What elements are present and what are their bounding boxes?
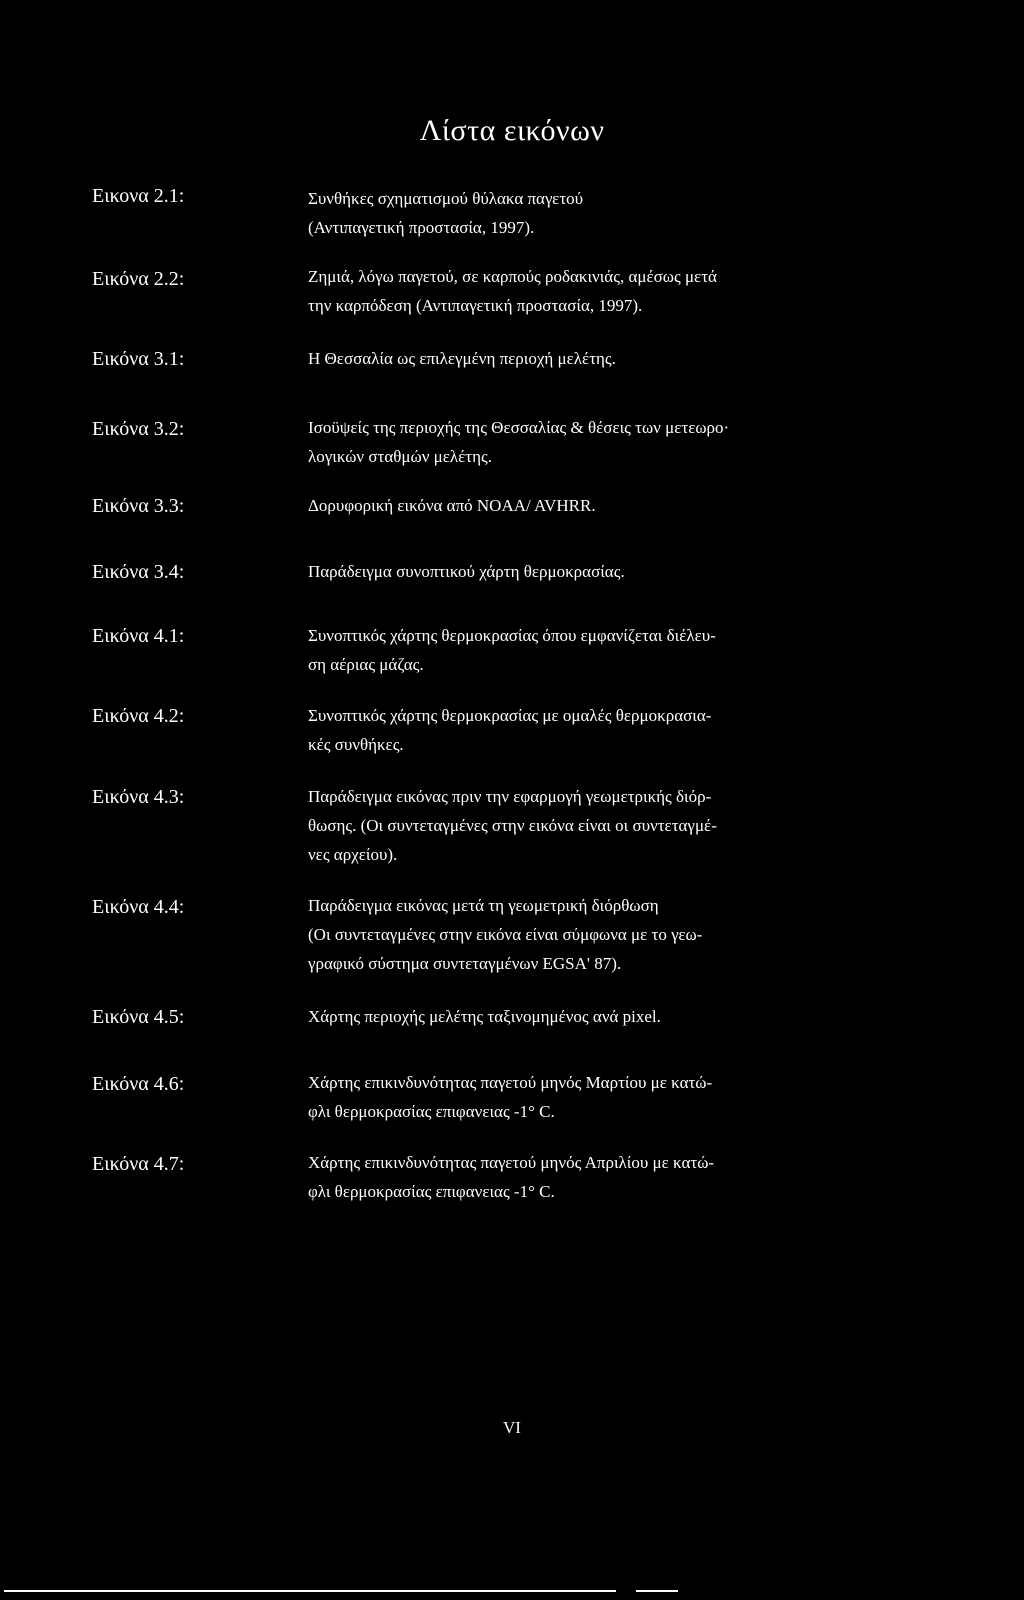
figure-label-4-3: Εικόνα 4.3: (92, 786, 185, 808)
figure-caption-4-5: Χάρτης περιοχής μελέτης ταξινομημένος ανά pixel. (308, 1007, 661, 1026)
page-number: VI (503, 1418, 521, 1437)
figure-label-3-2: Εικόνα 3.2: (92, 418, 185, 440)
figure-label-4-1: Εικόνα 4.1: (92, 625, 185, 647)
figure-caption-4-2: Συνοπτικός χάρτης θερμοκρασίας με ομαλές θερμοκρασια- κές συνθήκες. (308, 706, 712, 754)
page-title: Λίστα εικόνων (419, 114, 605, 147)
figure-label-3-3: Εικόνα 3.3: (92, 495, 185, 517)
figure-caption-2-1: Συνθήκες σχηματισμού θύλακα παγετού (Αντιπαγετική προστασία, 1997). (308, 189, 584, 237)
figure-caption-2-2: Ζημιά, λόγω παγετού, σε καρπούς ροδακινιάς, αμέσως μετά την καρπόδεση (Αντιπαγετική προστασία, 1997). (308, 267, 717, 315)
figure-caption-3-2: Ισοϋψείς της περιοχής της Θεσσαλίας & θέσεις των μετεωρο· λογικών σταθμών μελέτης. (308, 418, 730, 466)
footer-rule (4, 1590, 616, 1592)
footer-rule-short (636, 1590, 678, 1592)
figure-caption-4-7: Χάρτης επικινδυνότητας παγετού μηνός Απριλίου με κατώ- φλι θερμοκρασίας επιφανειας -1° C. (308, 1153, 715, 1201)
figure-label-2-1: Εικονα 2.1: (92, 185, 185, 207)
figure-label-4-4: Εικόνα 4.4: (92, 896, 185, 918)
figure-caption-4-6: Χάρτης επικινδυνότητας παγετού μηνός Μαρτίου με κατώ- φλι θερμοκρασίας επιφανειας -1° C. (308, 1073, 713, 1121)
figure-caption-4-4: Παράδειγμα εικόνας μετά τη γεωμετρική διόρθωση (Οι συντεταγμένες στην εικόνα είναι σύμφωνα με το γεω- γραφικό σύστημα συντεταγμένων EGSA' 87). (308, 896, 703, 973)
figure-caption-3-3: Δορυφορική εικόνα από NOAA/ AVHRR. (308, 496, 596, 515)
figure-label-4-7: Εικόνα 4.7: (92, 1153, 185, 1175)
figure-caption-3-1: Η Θεσσαλία ως επιλεγμένη περιοχή μελέτης. (308, 349, 616, 368)
figure-label-3-4: Εικόνα 3.4: (92, 561, 185, 583)
figure-label-4-5: Εικόνα 4.5: (92, 1006, 185, 1028)
figure-caption-3-4: Παράδειγμα συνοπτικού χάρτη θερμοκρασίας. (308, 562, 625, 581)
figure-label-2-2: Εικόνα 2.2: (92, 268, 185, 290)
figure-label-4-6: Εικόνα 4.6: (92, 1073, 185, 1095)
figure-label-4-2: Εικόνα 4.2: (92, 705, 185, 727)
figure-label-3-1: Εικόνα 3.1: (92, 348, 185, 370)
figure-caption-4-1: Συνοπτικός χάρτης θερμοκρασίας όπου εμφανίζεται διέλευ- ση αέριας μάζας. (308, 626, 716, 674)
figure-caption-4-3: Παράδειγμα εικόνας πριν την εφαρμογή γεωμετρικής διόρ- θωσης. (Οι συντεταγμένες στην εικόνα είναι οι συντεταγμέ- νες αρχείου). (308, 787, 717, 864)
